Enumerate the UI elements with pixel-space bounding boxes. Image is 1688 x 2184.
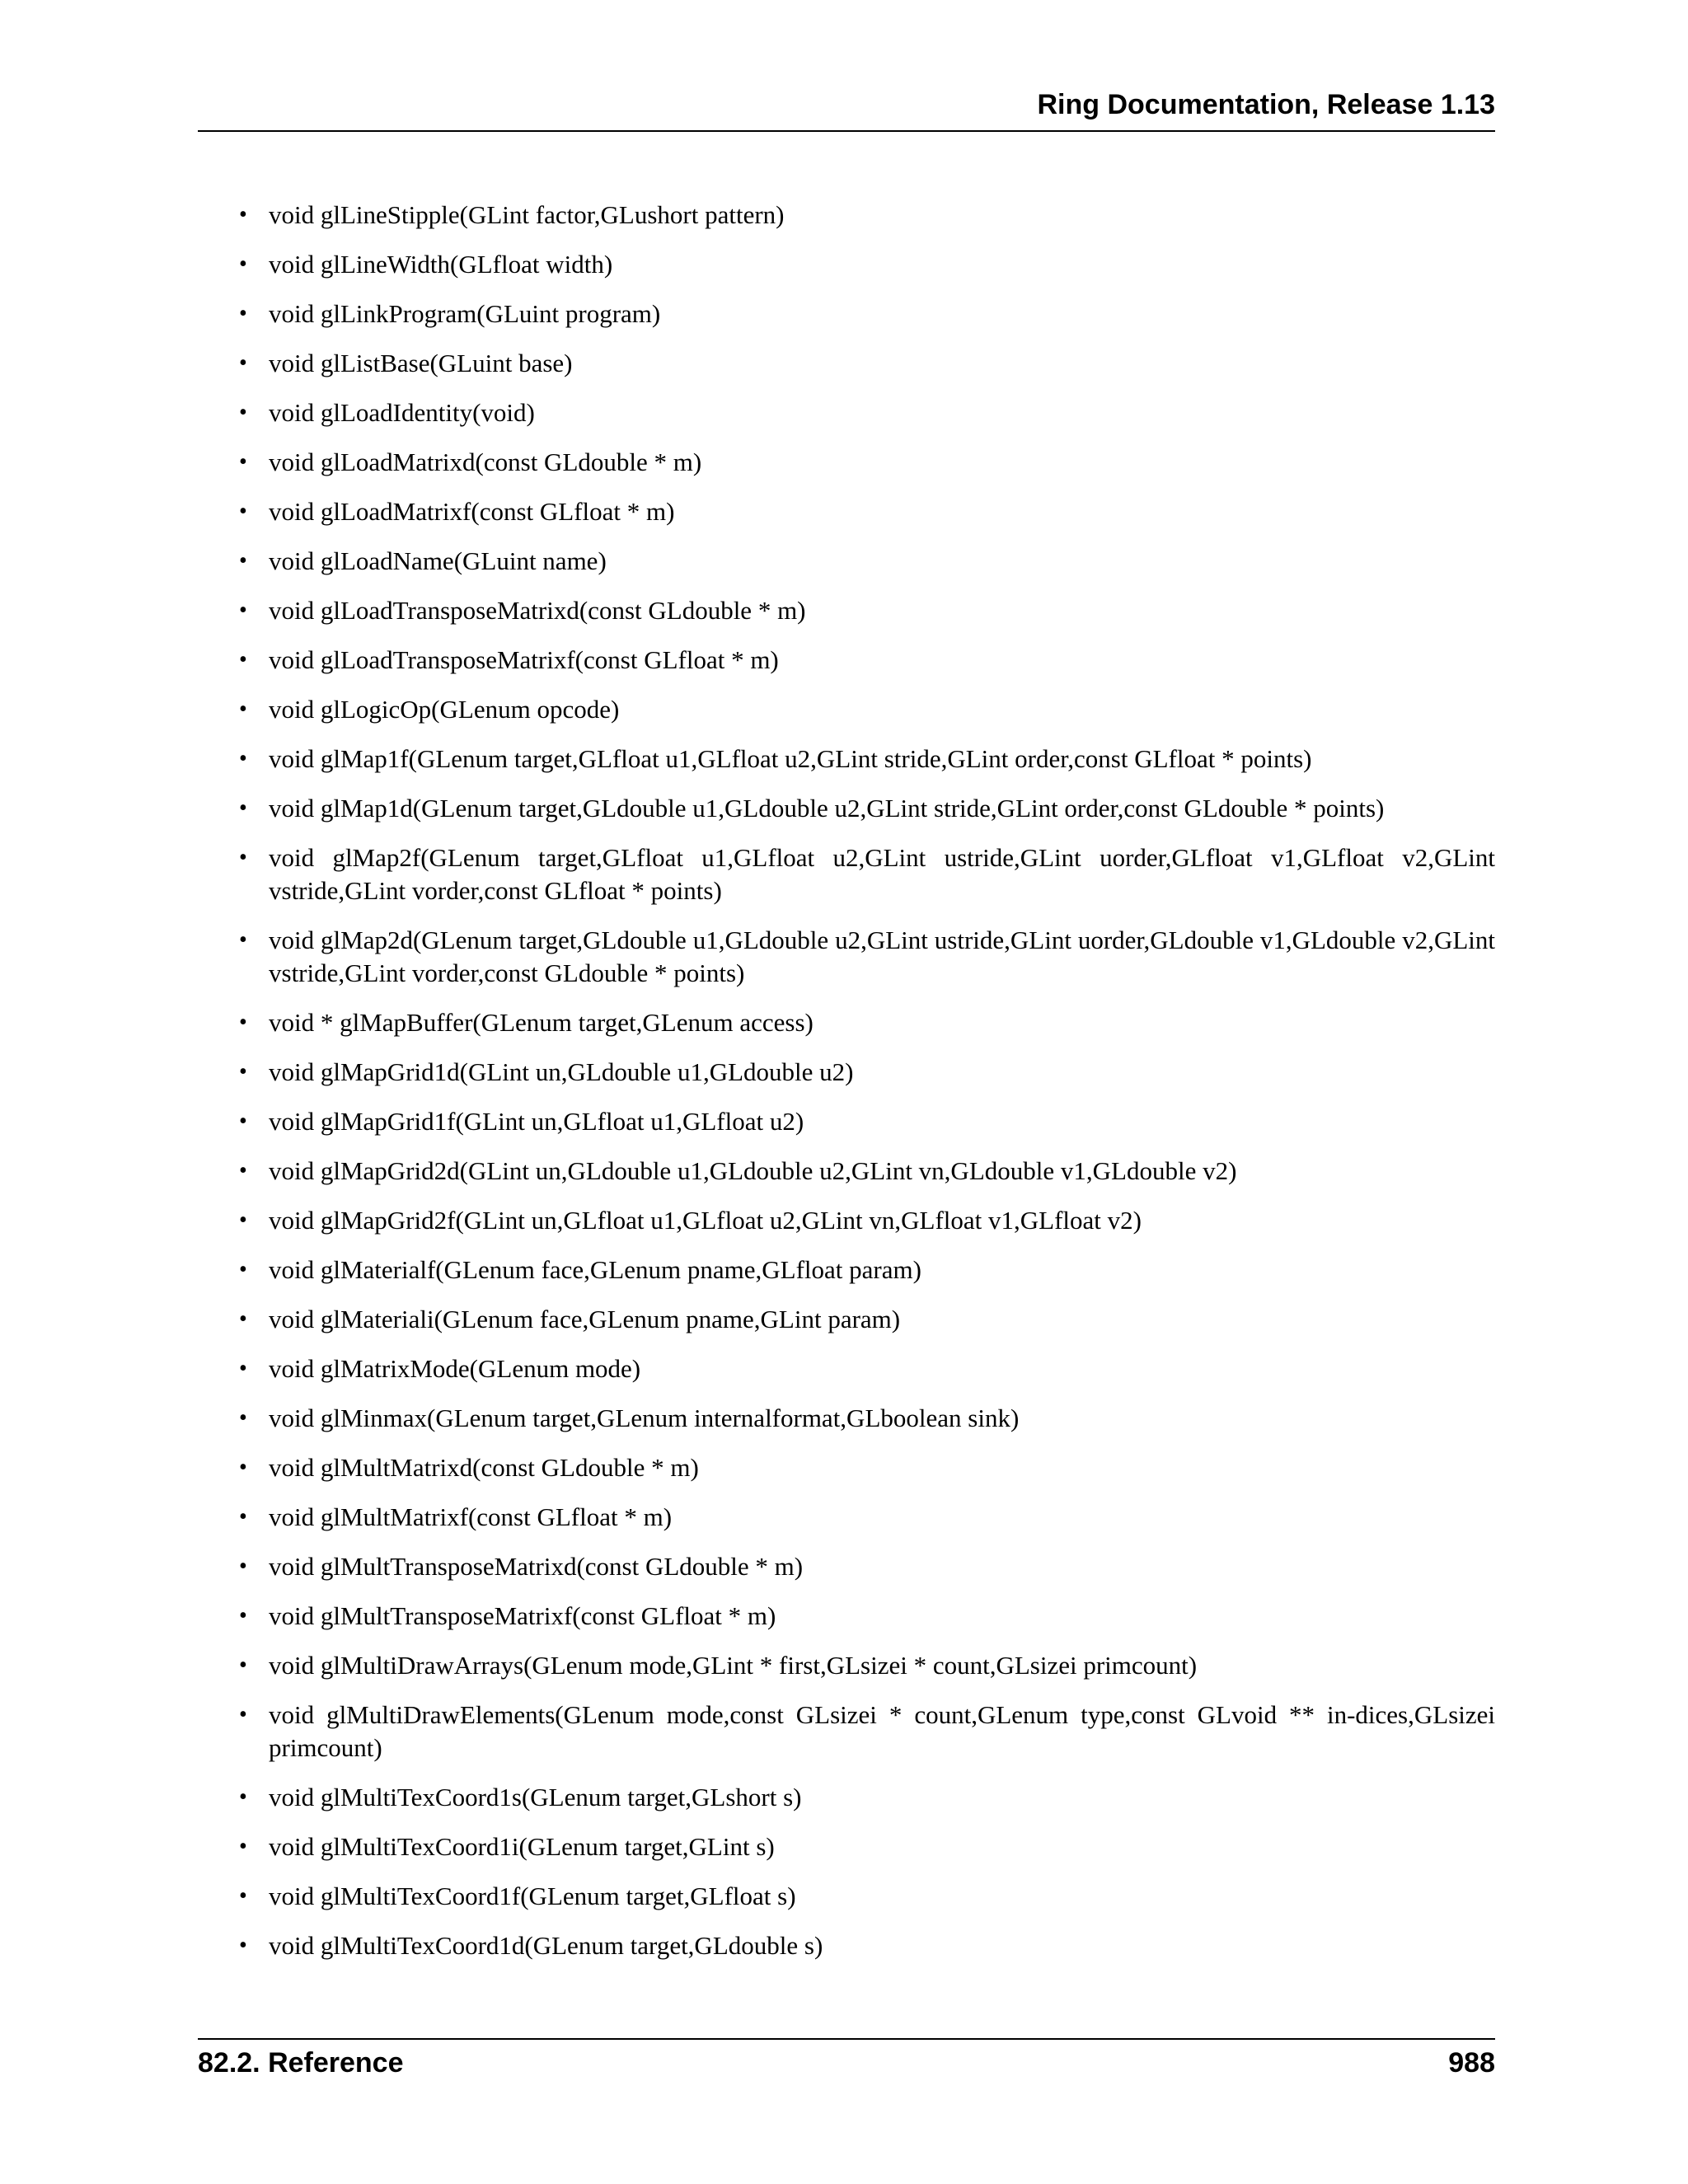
function-signature: void glMinmax(GLenum target,GLenum internalformat,GLboolean sink) — [269, 1404, 1020, 1432]
list-item — [239, 1254, 1495, 1286]
list-item — [239, 1550, 1495, 1583]
list-item — [239, 693, 1495, 726]
function-signature: void glMatrixMode(GLenum mode) — [269, 1354, 641, 1383]
list-item — [239, 1649, 1495, 1682]
bullet-icon: • — [239, 1010, 247, 1035]
list-item — [239, 1105, 1495, 1138]
function-signature: void glMultiTexCoord1s(GLenum target,GLshort s) — [269, 1783, 802, 1811]
bullet-icon: • — [239, 1059, 247, 1085]
bullet-icon: • — [239, 1603, 247, 1629]
footer-divider — [198, 2038, 1495, 2040]
list-item — [239, 644, 1495, 677]
bullet-icon: • — [239, 1455, 247, 1480]
function-signature: void glLoadIdentity(void) — [269, 398, 535, 427]
list-item — [239, 199, 1495, 232]
bullet-icon: • — [239, 927, 247, 953]
list-item — [239, 446, 1495, 479]
list-item — [239, 396, 1495, 429]
function-signature: void glMultMatrixd(const GLdouble * m) — [269, 1453, 699, 1482]
list-item — [239, 1155, 1495, 1188]
function-signature: void glMultiTexCoord1d(GLenum target,GLdouble s) — [269, 1931, 823, 1960]
bullet-icon: • — [239, 1405, 247, 1431]
function-signature: void glMap1f(GLenum target,GLfloat u1,GLfloat u2,GLint stride,GLint order,const GLfloat * points) — [269, 744, 1312, 773]
list-item — [239, 594, 1495, 627]
function-signature: void glMultTransposeMatrixf(const GLfloat * m) — [269, 1601, 776, 1630]
list-item — [239, 248, 1495, 281]
list-item — [239, 743, 1495, 776]
bullet-icon: • — [239, 1306, 247, 1332]
bullet-icon: • — [239, 301, 247, 326]
function-signature: void glMateriali(GLenum face,GLenum pname,GLint param) — [269, 1305, 901, 1333]
list-item — [239, 1204, 1495, 1237]
function-signature: void glLoadMatrixf(const GLfloat * m) — [269, 497, 675, 526]
list-item — [239, 545, 1495, 578]
function-signature: void glMap2f(GLenum target,GLfloat u1,GLfloat u2,GLint ustride,GLint uorder,GLfloat v1,GLfloat v2,GLint vstride,GLint vorder,const GLfloat * points) — [269, 843, 1495, 905]
function-signature: void glMapGrid2f(GLint un,GLfloat u1,GLfloat u2,GLint vn,GLfloat v1,GLfloat v2) — [269, 1206, 1142, 1235]
list-item — [239, 1880, 1495, 1913]
function-signature: void glMultiTexCoord1i(GLenum target,GLint s) — [269, 1832, 775, 1861]
function-signature: void glMapGrid2d(GLint un,GLdouble u1,GLdouble u2,GLint vn,GLdouble v1,GLdouble v2) — [269, 1156, 1237, 1185]
bullet-icon: • — [239, 845, 247, 870]
list-item — [239, 347, 1495, 380]
function-signature: void glMapGrid1f(GLint un,GLfloat u1,GLfloat u2) — [269, 1107, 804, 1136]
function-signature: void * glMapBuffer(GLenum target,GLenum access) — [269, 1008, 814, 1037]
page-number: 988 — [1448, 2047, 1495, 2079]
list-item — [239, 1352, 1495, 1385]
bullet-icon: • — [239, 1883, 247, 1909]
list-item — [239, 1402, 1495, 1435]
list-item — [239, 1929, 1495, 1962]
bullet-icon: • — [239, 350, 247, 376]
list-item — [239, 924, 1495, 990]
function-signature: void glLoadTransposeMatrixd(const GLdouble * m) — [269, 596, 806, 625]
function-signature: void glLogicOp(GLenum opcode) — [269, 695, 620, 724]
function-signature: void glMap1d(GLenum target,GLdouble u1,GLdouble u2,GLint stride,GLint order,const GLdouble * points) — [269, 794, 1385, 823]
bullet-icon: • — [239, 499, 247, 524]
bullet-icon: • — [239, 1554, 247, 1579]
footer-section-title: 82.2. Reference — [198, 2047, 404, 2079]
list-item — [239, 1501, 1495, 1534]
function-signature: void glLoadMatrixd(const GLdouble * m) — [269, 448, 702, 476]
page-header-title: Ring Documentation, Release 1.13 — [1037, 89, 1495, 120]
function-signature: void glLoadTransposeMatrixf(const GLfloat * m) — [269, 645, 779, 674]
list-item — [239, 1451, 1495, 1484]
function-signature: void glLineStipple(GLint factor,GLushort pattern) — [269, 200, 785, 229]
function-signature: void glLineWidth(GLfloat width) — [269, 250, 613, 279]
list-item — [239, 1699, 1495, 1765]
bullet-icon: • — [239, 1108, 247, 1134]
bullet-icon: • — [239, 1158, 247, 1183]
list-item — [239, 495, 1495, 528]
header-divider — [198, 130, 1495, 132]
bullet-icon: • — [239, 1702, 247, 1727]
function-signature: void glListBase(GLuint base) — [269, 349, 573, 377]
bullet-icon: • — [239, 449, 247, 475]
list-item — [239, 1056, 1495, 1089]
bullet-icon: • — [239, 647, 247, 673]
bullet-icon: • — [239, 400, 247, 425]
bullet-icon: • — [239, 1652, 247, 1678]
list-item — [239, 1006, 1495, 1039]
function-signature: void glLoadName(GLuint name) — [269, 546, 607, 575]
list-item — [239, 1830, 1495, 1863]
list-item — [239, 841, 1495, 907]
bullet-icon: • — [239, 1834, 247, 1859]
function-signature: void glMultiDrawArrays(GLenum mode,GLint * first,GLsizei * count,GLsizei primcount) — [269, 1651, 1198, 1680]
bullet-icon: • — [239, 1257, 247, 1282]
list-item — [239, 792, 1495, 825]
function-signature: void glLinkProgram(GLuint program) — [269, 299, 661, 328]
bullet-icon: • — [239, 795, 247, 821]
list-item — [239, 1600, 1495, 1633]
bullet-icon: • — [239, 1933, 247, 1958]
bullet-icon: • — [239, 202, 247, 227]
function-signature: void glMap2d(GLenum target,GLdouble u1,GLdouble u2,GLint ustride,GLint uorder,GLdouble v1,GLdouble v2,GLint vstride,GLint vorder,const GLdouble * points) — [269, 926, 1495, 987]
function-list — [239, 199, 1495, 1979]
function-signature: void glMultiTexCoord1f(GLenum target,GLfloat s) — [269, 1882, 796, 1910]
function-signature: void glMultiDrawElements(GLenum mode,const GLsizei * count,GLenum type,const GLvoid ** in-dices,GLsizei primcount) — [269, 1700, 1495, 1762]
list-item — [239, 1303, 1495, 1336]
bullet-icon: • — [239, 696, 247, 722]
function-signature: void glMultTransposeMatrixd(const GLdouble * m) — [269, 1552, 804, 1581]
bullet-icon: • — [239, 1356, 247, 1381]
function-signature: void glMultMatrixf(const GLfloat * m) — [269, 1502, 673, 1531]
bullet-icon: • — [239, 1784, 247, 1810]
function-signature: void glMapGrid1d(GLint un,GLdouble u1,GLdouble u2) — [269, 1057, 854, 1086]
bullet-icon: • — [239, 746, 247, 771]
bullet-icon: • — [239, 1207, 247, 1233]
bullet-icon: • — [239, 598, 247, 623]
list-item — [239, 298, 1495, 330]
bullet-icon: • — [239, 1504, 247, 1530]
bullet-icon: • — [239, 251, 247, 277]
function-signature: void glMaterialf(GLenum face,GLenum pname,GLfloat param) — [269, 1255, 921, 1284]
bullet-icon: • — [239, 548, 247, 574]
list-item — [239, 1781, 1495, 1814]
